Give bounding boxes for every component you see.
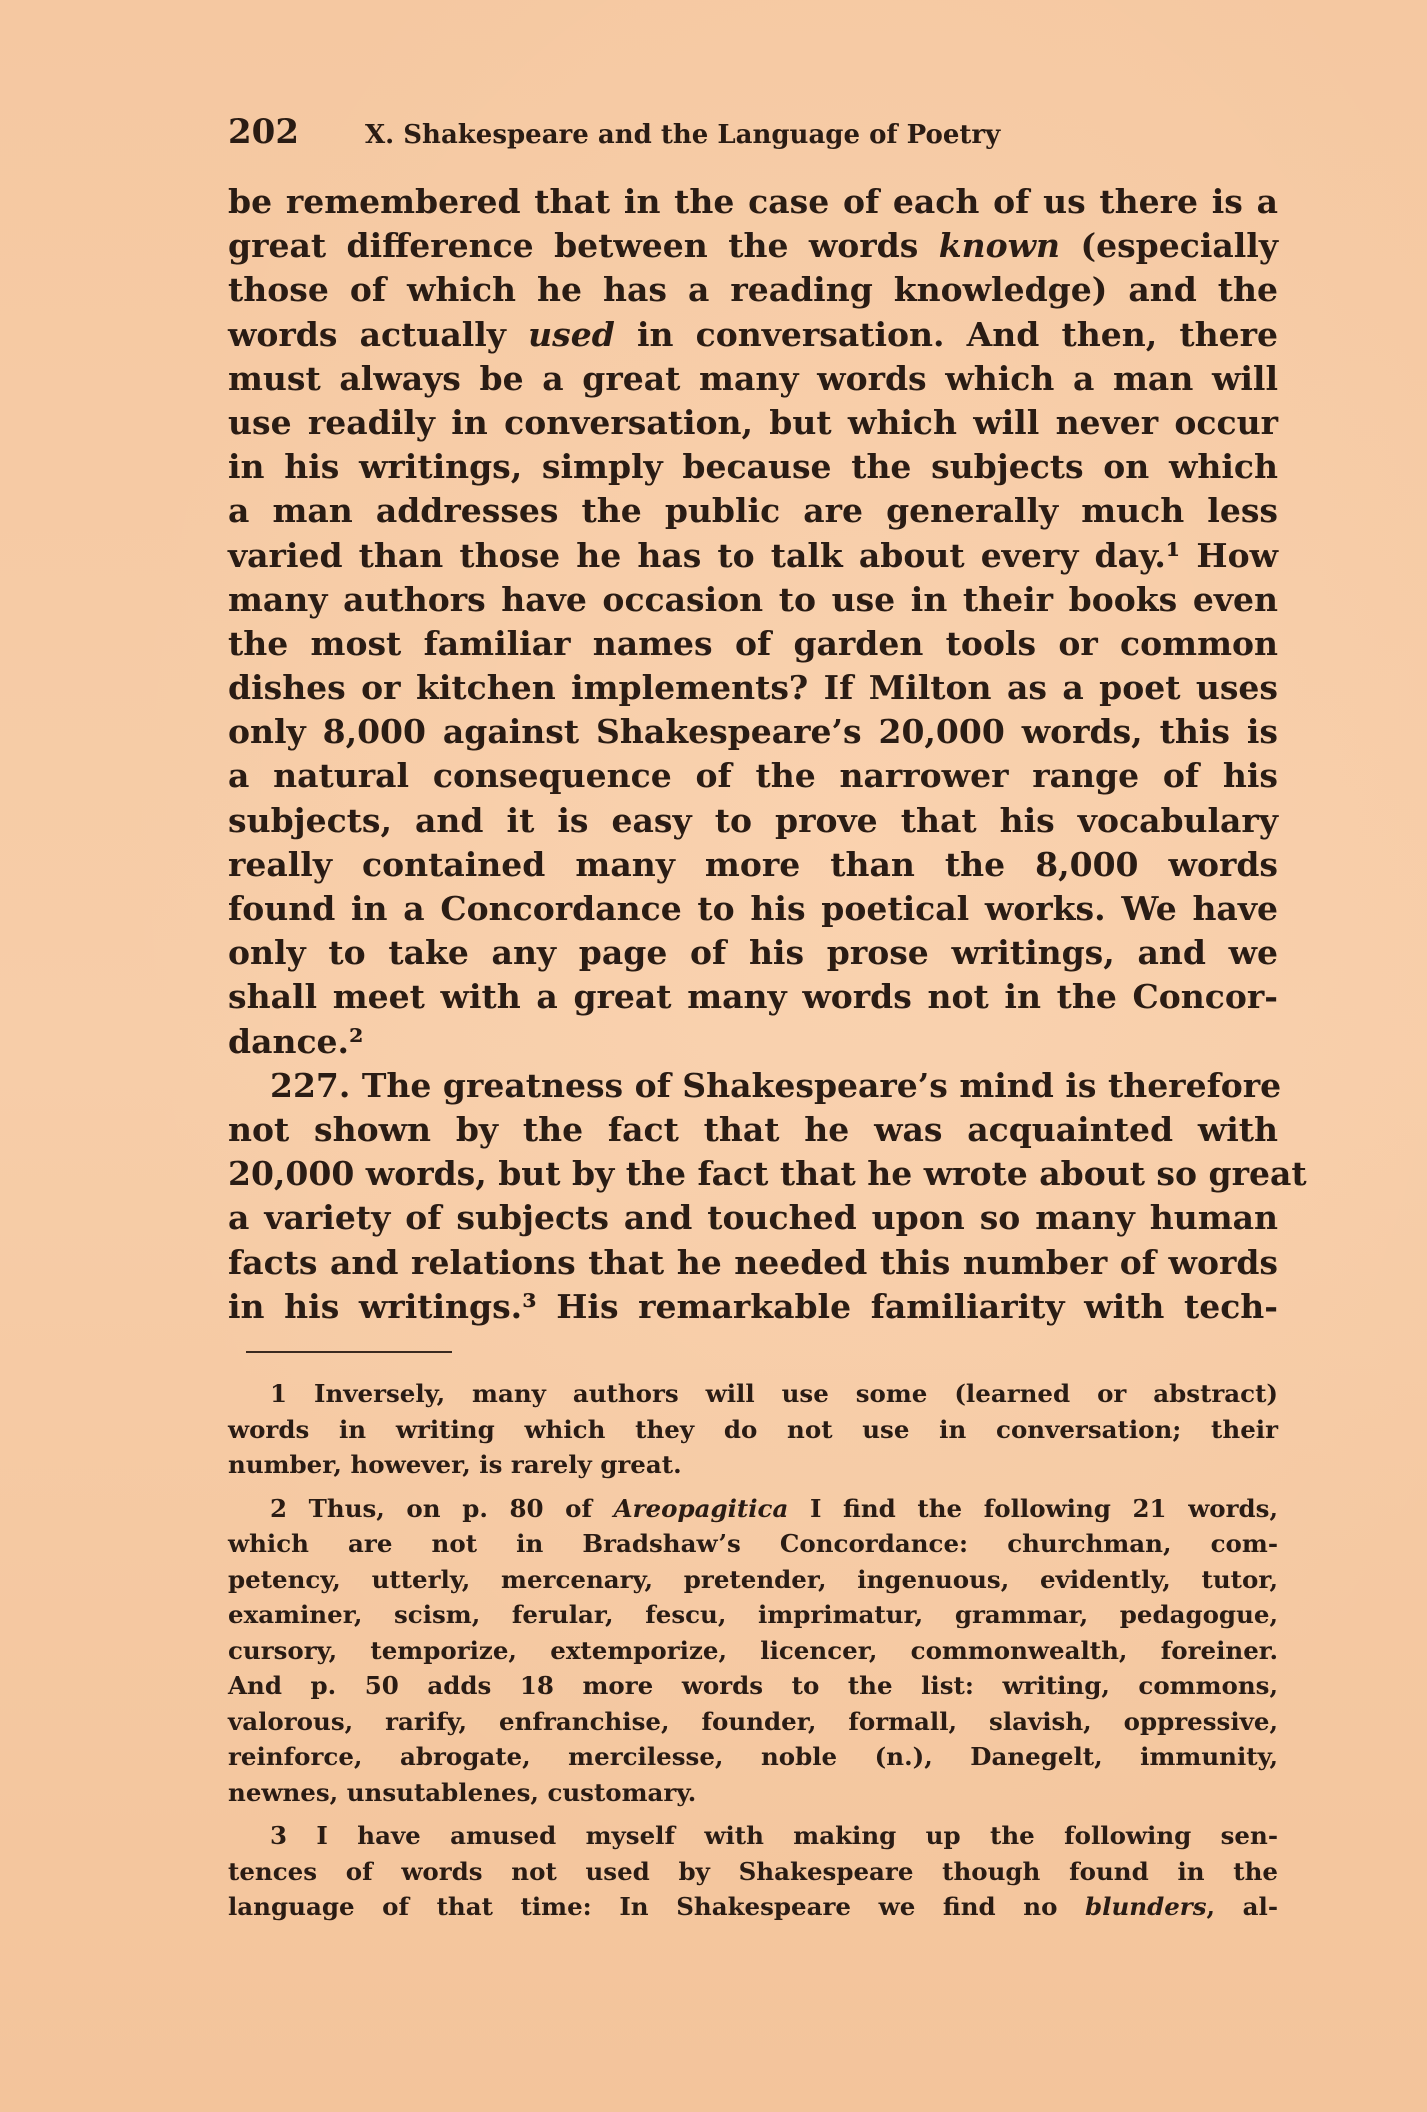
italic-known: known xyxy=(938,226,1061,266)
footnote-1-line: number, however, is rarely great. xyxy=(228,1450,682,1479)
footnote-2-line: which are not in Bradshaw’s Concordance: churchman, com- xyxy=(228,1529,1278,1558)
footnote-2-line: cursory, temporize, extemporize, licencer, commonwealth, foreiner. xyxy=(228,1635,1278,1665)
footnote-3-line: 3 I have amused myself with making up the following sen- xyxy=(270,1821,1278,1850)
text-line-with-italic: words actually used in conversation. And then, there xyxy=(228,314,1278,354)
text-line: those of which he has a reading knowledge) and the xyxy=(228,270,1278,310)
italic-used: used xyxy=(528,314,615,354)
text-line: a man addresses the public are generally much less xyxy=(228,491,1278,531)
text-line: the most familiar names of garden tools or common xyxy=(228,623,1278,663)
footnotes xyxy=(228,1376,1278,1925)
text-line: shall meet with a great many words not in the Concor- xyxy=(228,977,1278,1017)
text-line: be remembered that in the case of each of us there is a xyxy=(228,182,1278,221)
footnote-2-line-with-italic: 2 Thus, on p. 80 of Areopagitica I find the following 21 words, xyxy=(270,1493,1278,1523)
text-line: a natural consequence of the narrower range of his xyxy=(228,756,1278,796)
text-line: dance.² xyxy=(228,1021,364,1061)
footnote-1-line: 1 Inversely, many authors will use some (learned or abstract) xyxy=(270,1379,1278,1408)
footnote-2-line: examiner, scism, ferular, fescu, imprimatur, grammar, pedagogue, xyxy=(228,1600,1278,1629)
main-text xyxy=(228,180,1307,1329)
italic-blunders: blunders xyxy=(1085,1892,1207,1921)
running-head xyxy=(228,112,1278,162)
text-line: dishes or kitchen implements? If Milton as a poet uses xyxy=(228,668,1278,708)
footnote-3-line: tences of words not used by Shakespeare though found in the xyxy=(228,1856,1278,1886)
footnote-2-line: newnes, unsutablenes, customary. xyxy=(228,1777,697,1807)
footnote-rule xyxy=(246,1351,452,1353)
footnote-2-line: valorous, rarify, enfranchise, founder, formall, slavish, oppressive, xyxy=(228,1706,1278,1736)
footnote-2-line: reinforce, abrogate, mercilesse, noble (n.), Danegelt, immunity, xyxy=(228,1742,1278,1771)
text-line: found in a Concordance to his poetical works. We have xyxy=(228,889,1278,928)
text-line: in his writings.³ His remarkable familiarity with tech- xyxy=(228,1286,1278,1326)
italic-areopagitica: Areopagitica xyxy=(613,1493,789,1523)
text-line: facts and relations that he needed this number of words xyxy=(228,1242,1278,1282)
text-line: not shown by the fact that he was acquainted with xyxy=(228,1109,1278,1149)
text-line: use readily in conversation, but which will never occur xyxy=(228,402,1278,442)
chapter-title: X. Shakespeare and the Language of Poetry xyxy=(364,120,1001,150)
text-line: must always be a great many words which a man will xyxy=(228,358,1278,398)
text-line: 20,000 words, but by the fact that he wrote about so great xyxy=(228,1154,1307,1194)
text-line: only 8,000 against Shakespeare’s 20,000 words, this is xyxy=(228,712,1278,752)
text-line: many authors have occasion to use in their books even xyxy=(228,579,1278,619)
section-227-start: 227. The greatness of Shakespeare’s mind is therefore xyxy=(270,1065,1282,1105)
text-line: in his writings, simply because the subjects on which xyxy=(228,447,1278,487)
text-line: a variety of subjects and touched upon so many human xyxy=(228,1198,1278,1238)
footnote-1-line: words in writing which they do not use in conversation; their xyxy=(228,1414,1278,1444)
footnote-3-line-with-italic: language of that time: In Shakespeare we find no blunders, al- xyxy=(228,1892,1278,1921)
text-line: subjects, and it is easy to prove that his vocabulary xyxy=(228,800,1278,840)
footnote-2-line: And p. 50 adds 18 more words to the list: writing, commons, xyxy=(228,1671,1278,1700)
footnote-2-line: petency, utterly, mercenary, pretender, ingenuous, evidently, tutor, xyxy=(228,1564,1278,1594)
text-line: really contained many more than the 8,000 words xyxy=(228,844,1278,884)
text-line: only to take any page of his prose writings, and we xyxy=(228,933,1278,973)
page-number: 202 xyxy=(228,112,299,152)
text-line: varied than those he has to talk about every day.¹ How xyxy=(228,535,1278,575)
text-line-with-italic: great difference between the words known (especially xyxy=(228,226,1278,266)
